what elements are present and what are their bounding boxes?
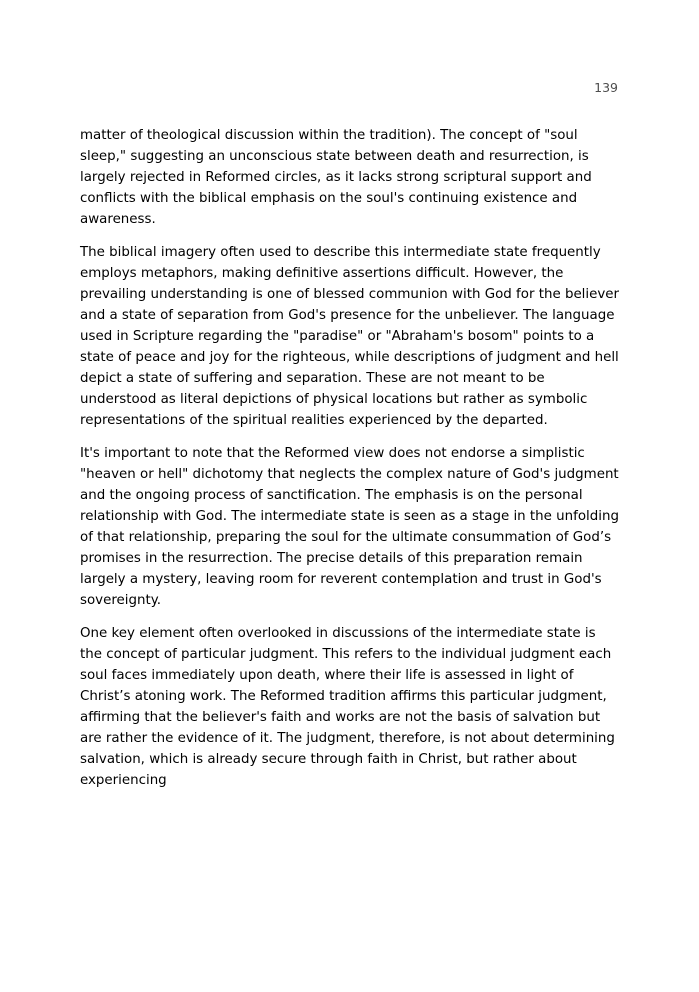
- paragraph: One key element often overlooked in discussions of the intermediate state is the concept of particular judgment. This refers to the individual judgment each soul faces immediately upon death, where their life is assessed in light of Christ’s atoning work. The Reformed tradition affirms this particular judgment, affirming that the believer's faith and works are not the basis of salvation but are rather the evidence of it. The judgment, therefore, is not about determining salvation, which is already secure through faith in Christ, but rather about experiencing: [80, 626, 615, 788]
- paragraph: matter of theological discussion within the tradition). The concept of "soul sleep," suggesting an unconscious state between death and resurrection, is largely rejected in Reformed circles, as it lacks strong scriptural support and conflicts with the biblical emphasis on the soul's continuing existence and awareness.: [80, 128, 592, 227]
- paragraph: It's important to note that the Reformed view does not endorse a simplistic "heaven or hell" dichotomy that neglects the complex nature of God's judgment and the ongoing process of sanctification. The emphasis is on the personal relationship with God. The intermediate state is seen as a stage in the unfolding of that relationship, preparing the soul for the ultimate consummation of God’s promises in the resurrection. The precise details of this preparation remain largely a mystery, leaving room for reverent contemplation and trust in God's sovereignty.: [80, 446, 619, 608]
- page-body-text: [80, 125, 620, 803]
- paragraph: The biblical imagery often used to describe this intermediate state frequently employs metaphors, making definitive assertions difficult. However, the prevailing understanding is one of blessed communion with God for the believer and a state of separation from God's presence for the unbeliever. The language used in Scripture regarding the "paradise" or "Abraham's bosom" points to a state of peace and joy for the righteous, while descriptions of judgment and hell depict a state of suffering and separation. These are not meant to be understood as literal depictions of physical locations but rather as symbolic representations of the spiritual realities experienced by the departed.: [80, 245, 620, 428]
- page-number: 139: [594, 80, 618, 95]
